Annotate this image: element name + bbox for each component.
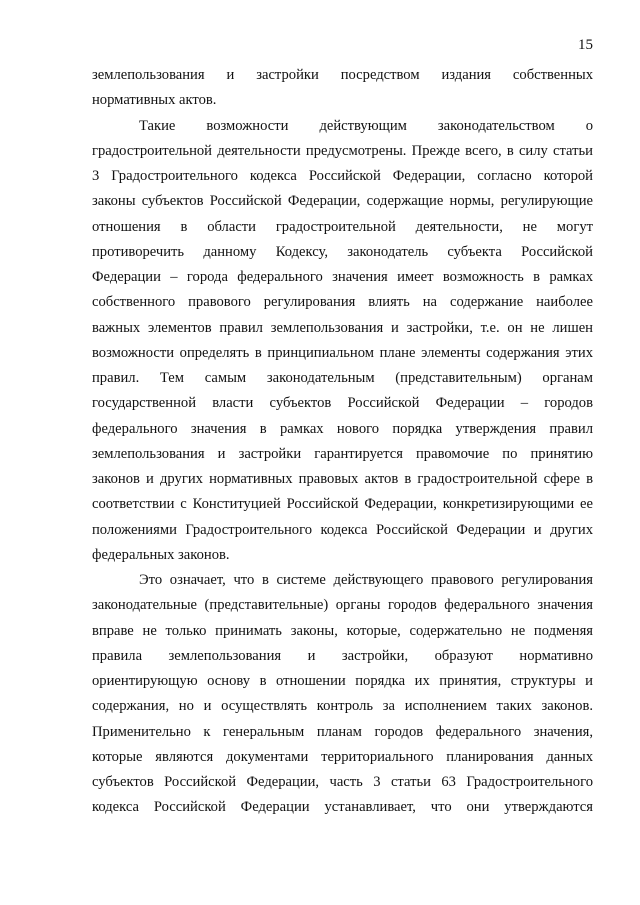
- text-line: возможности определять в принципиальном плане элементы содержания этих: [92, 344, 593, 361]
- text-line: отношения в области градостроительной деятельности, не могут: [92, 218, 593, 235]
- text-line: Такие возможности действующим законодательством о: [139, 117, 593, 134]
- document-body: [92, 63, 593, 821]
- paragraph: [92, 568, 593, 821]
- text-line: собственного правового регулирования влиять на содержание наиболее: [92, 294, 593, 311]
- text-line: Федерации – города федерального значения имеет возможность в рамках: [92, 269, 593, 285]
- text-line: кодекса Российской Федерации устанавливает, что они утверждаются: [92, 799, 593, 816]
- text-line: субъектов Российской Федерации, часть 3 статьи 63 Градостроительного: [92, 774, 593, 790]
- text-line: которые являются документами территориального планирования данных: [92, 748, 593, 765]
- paragraph: [92, 114, 593, 569]
- text-line: законодательные (представительные) органы городов федерального значения: [92, 597, 593, 614]
- text-line: нормативных актов.: [92, 92, 217, 109]
- text-line: правил. Тем самым законодательным (представительным) органам: [92, 370, 593, 386]
- text-line: законов и других нормативных правовых актов в градостроительной сфере в: [92, 471, 593, 487]
- text-line: градостроительной деятельности предусмотрены. Прежде всего, в силу статьи: [92, 142, 593, 159]
- text-line: ориентирующую основу в отношении порядка их принятия, структуры и: [92, 673, 593, 689]
- text-line: содержания, но и осуществлять контроль за исполнением таких законов.: [92, 698, 593, 715]
- text-line: федеральных законов.: [92, 546, 230, 563]
- text-line: важных элементов правил землепользования и застройки, т.е. он не лишен: [92, 319, 593, 336]
- text-line: землепользования и застройки гарантируется правомочие по принятию: [92, 445, 593, 462]
- text-line: землепользования и застройки посредством издания собственных: [92, 67, 593, 83]
- text-line: вправе не только принимать законы, которые, содержательно не подменяя: [92, 622, 593, 639]
- paragraph: [92, 63, 593, 114]
- text-line: 3 Градостроительного кодекса Российской Федерации, согласно которой: [92, 168, 593, 184]
- text-line: Это означает, что в системе действующего правового регулирования: [139, 572, 593, 588]
- text-line: правила землепользования и застройки, образуют нормативно: [92, 647, 593, 664]
- text-line: противоречить данному Кодексу, законодатель субъекта Российской: [92, 243, 593, 260]
- page-number: 15: [578, 37, 593, 53]
- text-line: государственной власти субъектов Российской Федерации – городов: [92, 395, 593, 412]
- text-line: законы субъектов Российской Федерации, содержащие нормы, регулирующие: [92, 193, 593, 210]
- text-line: соответствии с Конституцией Российской Федерации, конкретизирующими ее: [92, 496, 593, 513]
- text-line: федерального значения в рамках нового порядка утверждения правил: [92, 420, 593, 437]
- text-line: Применительно к генеральным планам городов федерального значения,: [92, 723, 593, 740]
- text-line: положениями Градостроительного кодекса Российской Федерации и других: [92, 521, 593, 538]
